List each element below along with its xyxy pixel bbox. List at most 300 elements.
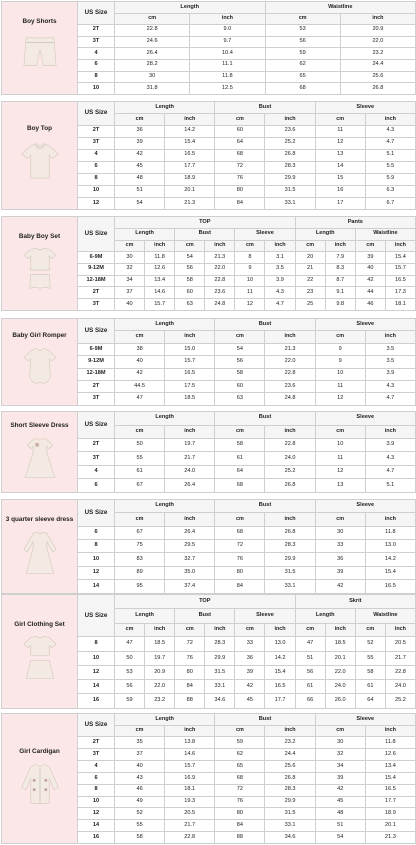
size-cell: 12-18M: [78, 368, 115, 380]
unit-header: inch: [190, 13, 265, 24]
measurement-cell: 40: [355, 263, 385, 275]
measurement-cell: 20.5: [165, 808, 215, 820]
measurement-cell: 13: [315, 479, 365, 493]
unit-header: inch: [385, 623, 415, 637]
measurement-cell: 23.6: [265, 125, 315, 137]
measurement-cell: 62: [265, 59, 340, 71]
baby-boy-set-image: [17, 247, 63, 293]
measurement-cell: 32: [115, 263, 145, 275]
measurement-cell: 80: [215, 808, 265, 820]
size-cell: 8: [78, 784, 115, 796]
measurement-cell: 13.0: [265, 637, 295, 651]
garment-part-header: Skrit: [295, 595, 415, 609]
measurement-cell: 3.9: [265, 275, 295, 287]
measurement-cell: 24.4: [340, 59, 415, 71]
measurement-header: Bust: [215, 102, 315, 114]
unit-header: inch: [365, 513, 415, 526]
measurement-cell: 61: [215, 452, 265, 466]
measurement-cell: 75: [115, 540, 165, 553]
measurement-cell: 9: [315, 356, 365, 368]
size-cell: 2T: [78, 125, 115, 137]
measurement-cell: 37: [115, 749, 165, 761]
size-cell: 3T: [78, 393, 115, 406]
measurement-cell: 31.5: [265, 808, 315, 820]
measurement-cell: 20.9: [145, 665, 175, 679]
measurement-cell: 72: [175, 637, 205, 651]
size-cell: 2T: [78, 737, 115, 749]
measurement-cell: 24.0: [325, 680, 355, 694]
measurement-cell: 46: [355, 299, 385, 311]
measurement-cell: 25.2: [265, 465, 315, 479]
size-table: [1, 713, 416, 844]
size-cell: 8: [78, 637, 115, 651]
measurement-cell: 11: [315, 125, 365, 137]
measurement-cell: 16.5: [165, 149, 215, 161]
measurement-cell: 56: [295, 665, 325, 679]
measurement-cell: 22.8: [205, 275, 235, 287]
measurement-cell: 80: [175, 665, 205, 679]
us-size-header: US Size: [78, 714, 115, 737]
measurement-cell: 4.3: [365, 125, 415, 137]
measurement-cell: 26.8: [265, 149, 315, 161]
measurement-cell: 7.9: [325, 251, 355, 263]
measurement-cell: 19.7: [145, 651, 175, 665]
measurement-cell: 40: [115, 761, 165, 773]
size-table-section: [1, 713, 415, 844]
measurement-cell: 25.6: [340, 71, 415, 83]
measurement-header: Waistline: [265, 2, 416, 14]
unit-header: inch: [365, 725, 415, 737]
size-table: [1, 594, 416, 709]
measurement-cell: 31.8: [115, 83, 190, 95]
measurement-cell: 17: [315, 197, 365, 209]
us-size-header: US Size: [78, 595, 115, 637]
measurement-cell: 29.9: [265, 173, 315, 185]
measurement-cell: 3.5: [265, 263, 295, 275]
measurement-cell: 68: [215, 526, 265, 539]
measurement-cell: 30: [315, 526, 365, 539]
size-table-section: [1, 318, 415, 406]
measurement-cell: 22.8: [385, 665, 415, 679]
measurement-header: Sleeve: [235, 228, 295, 240]
measurement-cell: 28.3: [265, 161, 315, 173]
measurement-header: Bust: [215, 714, 315, 726]
measurement-cell: 60: [215, 125, 265, 137]
measurement-cell: 17.7: [165, 161, 215, 173]
header-row: [2, 714, 416, 726]
size-table-section: [1, 216, 415, 311]
measurement-cell: 45: [315, 796, 365, 808]
size-cell: 4: [78, 761, 115, 773]
measurement-header: Bust: [215, 319, 315, 331]
size-table-section: [1, 101, 415, 210]
unit-header: cm: [175, 240, 205, 251]
baby-girl-romper-image: [17, 345, 63, 391]
unit-header: inch: [145, 240, 175, 251]
size-cell: 14: [78, 580, 115, 594]
measurement-cell: 59: [215, 737, 265, 749]
product-name: Baby Girl Romper: [12, 331, 67, 339]
size-cell: 14: [78, 820, 115, 832]
measurement-cell: 19.3: [165, 796, 215, 808]
us-size-header: US Size: [78, 2, 115, 25]
measurement-cell: 35.0: [165, 566, 215, 579]
measurement-cell: 21.7: [165, 452, 215, 466]
size-table-section: [1, 411, 415, 493]
unit-header: cm: [235, 240, 265, 251]
measurement-cell: 11: [235, 287, 265, 299]
measurement-cell: 11.8: [365, 526, 415, 539]
size-table: [1, 499, 416, 594]
size-cell: 3T: [78, 452, 115, 466]
unit-header: cm: [265, 13, 340, 24]
measurement-cell: 20.1: [365, 820, 415, 832]
measurement-cell: 26.8: [265, 526, 315, 539]
measurement-cell: 22: [295, 275, 325, 287]
measurement-cell: 10: [315, 438, 365, 452]
measurement-cell: 17.7: [265, 694, 295, 709]
measurement-cell: 29.5: [165, 540, 215, 553]
unit-header: cm: [355, 623, 385, 637]
measurement-cell: 20.1: [165, 185, 215, 197]
measurement-header: Sleeve: [235, 609, 295, 623]
measurement-header: Length: [295, 609, 355, 623]
measurement-cell: 9.8: [325, 299, 355, 311]
size-table: [1, 101, 416, 210]
measurement-cell: 15.0: [165, 343, 215, 355]
measurement-cell: 59: [115, 694, 145, 709]
size-cell: 12: [78, 566, 115, 579]
measurement-cell: 24.8: [265, 393, 315, 406]
product-name-cell: [2, 319, 78, 406]
product-name: Baby Boy Set: [18, 233, 61, 241]
unit-header: cm: [295, 623, 325, 637]
unit-header: inch: [340, 13, 415, 24]
size-cell: 6: [78, 479, 115, 493]
measurement-cell: 58: [175, 275, 205, 287]
measurement-cell: 12: [235, 299, 265, 311]
measurement-header: Bust: [175, 609, 235, 623]
measurement-header: Waistline: [355, 609, 415, 623]
size-cell: 10: [78, 796, 115, 808]
measurement-cell: 23.2: [145, 694, 175, 709]
measurement-cell: 11.8: [190, 71, 265, 83]
unit-header: inch: [265, 513, 315, 526]
measurement-cell: 23.6: [205, 287, 235, 299]
measurement-cell: 46: [115, 784, 165, 796]
size-cell: 3T: [78, 749, 115, 761]
measurement-cell: 68: [215, 772, 265, 784]
measurement-cell: 63: [215, 393, 265, 406]
us-size-header: US Size: [78, 412, 115, 439]
measurement-cell: 42: [115, 368, 165, 380]
measurement-cell: 24.4: [265, 749, 315, 761]
unit-header: cm: [115, 513, 165, 526]
measurement-cell: 72: [215, 784, 265, 796]
measurement-cell: 24.6: [115, 36, 190, 48]
measurement-cell: 16.5: [365, 580, 415, 594]
measurement-cell: 3.5: [365, 343, 415, 355]
size-cell: 10: [78, 83, 115, 95]
measurement-cell: 24.0: [265, 452, 315, 466]
measurement-cell: 76: [215, 173, 265, 185]
product-name: Short Sleeve Dress: [10, 421, 69, 429]
measurement-cell: 48: [115, 173, 165, 185]
unit-header: cm: [115, 623, 145, 637]
measurement-cell: 3.9: [365, 438, 415, 452]
unit-header: cm: [215, 425, 265, 438]
size-cell: 10: [78, 553, 115, 566]
size-table: [1, 411, 416, 493]
measurement-header: Length: [115, 412, 215, 426]
size-cell: 2T: [78, 438, 115, 452]
measurement-cell: 33.1: [265, 820, 315, 832]
us-size-header: US Size: [78, 217, 115, 252]
measurement-cell: 25.2: [265, 137, 315, 149]
unit-header: inch: [165, 425, 215, 438]
measurement-cell: 21.7: [165, 820, 215, 832]
three-quarter-sleeve-dress-image: [17, 530, 63, 576]
measurement-cell: 28.2: [115, 59, 190, 71]
measurement-cell: 4.7: [265, 299, 295, 311]
measurement-cell: 8.7: [325, 275, 355, 287]
measurement-cell: 12.6: [145, 263, 175, 275]
measurement-cell: 25.6: [265, 761, 315, 773]
measurement-cell: 12.6: [365, 749, 415, 761]
measurement-cell: 61: [115, 465, 165, 479]
measurement-cell: 29.9: [205, 651, 235, 665]
size-table: [1, 1, 416, 95]
measurement-cell: 54: [175, 251, 205, 263]
size-table-section: [1, 1, 415, 95]
measurement-cell: 56: [175, 263, 205, 275]
measurement-cell: 11.8: [365, 737, 415, 749]
boy-shorts-image: [17, 31, 63, 77]
measurement-cell: 13.0: [365, 540, 415, 553]
unit-header: cm: [235, 623, 265, 637]
measurement-cell: 26.8: [340, 83, 415, 95]
measurement-cell: 22.8: [165, 832, 215, 844]
size-cell: 4: [78, 48, 115, 60]
size-cell: 6-9M: [78, 343, 115, 355]
measurement-cell: 39: [315, 566, 365, 579]
measurement-cell: 15.7: [145, 299, 175, 311]
size-cell: 12: [78, 197, 115, 209]
unit-header: inch: [325, 240, 355, 251]
garment-part-header: TOP: [115, 217, 296, 229]
size-cell: 8: [78, 540, 115, 553]
measurement-cell: 5.1: [365, 479, 415, 493]
measurement-cell: 22.8: [265, 438, 315, 452]
measurement-cell: 34: [115, 275, 145, 287]
measurement-cell: 50: [115, 651, 145, 665]
unit-header: cm: [295, 240, 325, 251]
measurement-cell: 32.7: [165, 553, 215, 566]
product-name-cell: [2, 412, 78, 493]
size-cell: 6: [78, 59, 115, 71]
measurement-cell: 56: [115, 680, 145, 694]
unit-header: cm: [315, 513, 365, 526]
measurement-header: Sleeve: [315, 102, 415, 114]
measurement-cell: 88: [175, 694, 205, 709]
measurement-cell: 51: [115, 185, 165, 197]
measurement-cell: 66: [295, 694, 325, 709]
measurement-cell: 31.5: [265, 185, 315, 197]
size-cell: 2T: [78, 287, 115, 299]
measurement-cell: 58: [215, 438, 265, 452]
measurement-cell: 34: [315, 761, 365, 773]
measurement-cell: 26.4: [165, 526, 215, 539]
measurement-cell: 11: [315, 452, 365, 466]
measurement-cell: 4.7: [365, 393, 415, 406]
measurement-cell: 18.1: [385, 299, 415, 311]
measurement-cell: 60: [215, 380, 265, 392]
measurement-cell: 39: [115, 137, 165, 149]
measurement-header: Length: [115, 609, 175, 623]
us-size-header: US Size: [78, 319, 115, 344]
size-cell: 2T: [78, 380, 115, 392]
header-row: [2, 217, 416, 229]
measurement-cell: 13.8: [165, 737, 215, 749]
measurement-cell: 9.0: [190, 24, 265, 36]
measurement-cell: 63: [175, 299, 205, 311]
product-name: Boy Top: [26, 125, 53, 133]
girl-cardigan-image: [17, 762, 63, 808]
measurement-cell: 39: [355, 251, 385, 263]
measurement-cell: 39: [235, 665, 265, 679]
measurement-cell: 3.9: [365, 368, 415, 380]
measurement-cell: 26.8: [265, 479, 315, 493]
measurement-cell: 31.5: [205, 665, 235, 679]
measurement-cell: 18.5: [145, 637, 175, 651]
measurement-cell: 51: [295, 651, 325, 665]
measurement-cell: 58: [355, 665, 385, 679]
size-cell: 8: [78, 71, 115, 83]
product-name-cell: [2, 500, 78, 594]
measurement-cell: 5.1: [365, 149, 415, 161]
measurement-cell: 22.8: [265, 368, 315, 380]
measurement-cell: 88: [215, 832, 265, 844]
measurement-cell: 16.9: [165, 772, 215, 784]
unit-header: inch: [265, 114, 315, 126]
measurement-cell: 54: [215, 343, 265, 355]
measurement-cell: 36: [115, 125, 165, 137]
measurement-cell: 30: [115, 71, 190, 83]
measurement-cell: 60: [175, 287, 205, 299]
unit-header: cm: [315, 114, 365, 126]
unit-header: inch: [265, 725, 315, 737]
unit-header: cm: [115, 331, 165, 343]
measurement-cell: 64: [355, 694, 385, 709]
size-cell: 12: [78, 808, 115, 820]
measurement-header: Bust: [215, 500, 315, 513]
size-cell: 6-9M: [78, 251, 115, 263]
measurement-cell: 40: [115, 356, 165, 368]
measurement-cell: 40: [115, 299, 145, 311]
measurement-cell: 21.3: [205, 251, 235, 263]
size-cell: 3T: [78, 137, 115, 149]
measurement-cell: 58: [215, 368, 265, 380]
measurement-cell: 22.0: [265, 356, 315, 368]
unit-header: inch: [265, 425, 315, 438]
measurement-cell: 64: [215, 137, 265, 149]
measurement-cell: 52: [115, 808, 165, 820]
measurement-cell: 65: [265, 71, 340, 83]
unit-header: cm: [315, 725, 365, 737]
size-table-section: [1, 499, 415, 594]
header-row: [2, 319, 416, 331]
measurement-cell: 33.1: [205, 680, 235, 694]
size-cell: 6: [78, 161, 115, 173]
measurement-header: Length: [115, 2, 266, 14]
measurement-cell: 29.9: [265, 553, 315, 566]
measurement-cell: 9.7: [190, 36, 265, 48]
measurement-cell: 44: [355, 287, 385, 299]
size-cell: 16: [78, 832, 115, 844]
measurement-cell: 67: [115, 479, 165, 493]
measurement-cell: 54: [315, 832, 365, 844]
measurement-cell: 55: [115, 820, 165, 832]
measurement-header: Bust: [175, 228, 235, 240]
product-name-cell: [2, 217, 78, 311]
unit-header: cm: [355, 240, 385, 251]
measurement-cell: 9: [235, 263, 265, 275]
measurement-cell: 89: [115, 566, 165, 579]
size-cell: 12: [78, 665, 115, 679]
measurement-cell: 45: [235, 694, 265, 709]
measurement-cell: 68: [215, 149, 265, 161]
measurement-cell: 4.3: [365, 380, 415, 392]
measurement-cell: 42: [355, 275, 385, 287]
measurement-cell: 14: [315, 161, 365, 173]
measurement-cell: 15.7: [385, 263, 415, 275]
unit-header: inch: [205, 240, 235, 251]
measurement-cell: 26.4: [165, 479, 215, 493]
unit-header: inch: [365, 331, 415, 343]
measurement-cell: 21.3: [365, 832, 415, 844]
unit-header: inch: [365, 425, 415, 438]
measurement-cell: 17.7: [365, 796, 415, 808]
measurement-cell: 34.6: [205, 694, 235, 709]
measurement-cell: 61: [355, 680, 385, 694]
short-sleeve-dress-image: [17, 435, 63, 481]
measurement-cell: 36: [315, 553, 365, 566]
measurement-cell: 68: [265, 83, 340, 95]
measurement-cell: 13.4: [145, 275, 175, 287]
measurement-header: Length: [115, 500, 215, 513]
measurement-cell: 15.7: [165, 761, 215, 773]
measurement-cell: 25.2: [385, 694, 415, 709]
measurement-header: Length: [295, 228, 355, 240]
measurement-cell: 11: [315, 380, 365, 392]
size-table-section: [1, 594, 415, 709]
measurement-cell: 4.3: [365, 452, 415, 466]
measurement-cell: 72: [215, 161, 265, 173]
measurement-cell: 23.2: [265, 737, 315, 749]
measurement-cell: 9.1: [325, 287, 355, 299]
size-cell: 2T: [78, 24, 115, 36]
product-name: 3 quarter sleeve dress: [5, 516, 74, 524]
measurement-cell: 47: [295, 637, 325, 651]
measurement-cell: 15.4: [265, 665, 295, 679]
measurement-cell: 76: [215, 796, 265, 808]
measurement-cell: 23.2: [340, 48, 415, 60]
measurement-header: Length: [115, 714, 215, 726]
product-name-cell: [2, 2, 78, 95]
measurement-cell: 30: [115, 251, 145, 263]
measurement-cell: 22.0: [205, 263, 235, 275]
measurement-cell: 32: [315, 749, 365, 761]
